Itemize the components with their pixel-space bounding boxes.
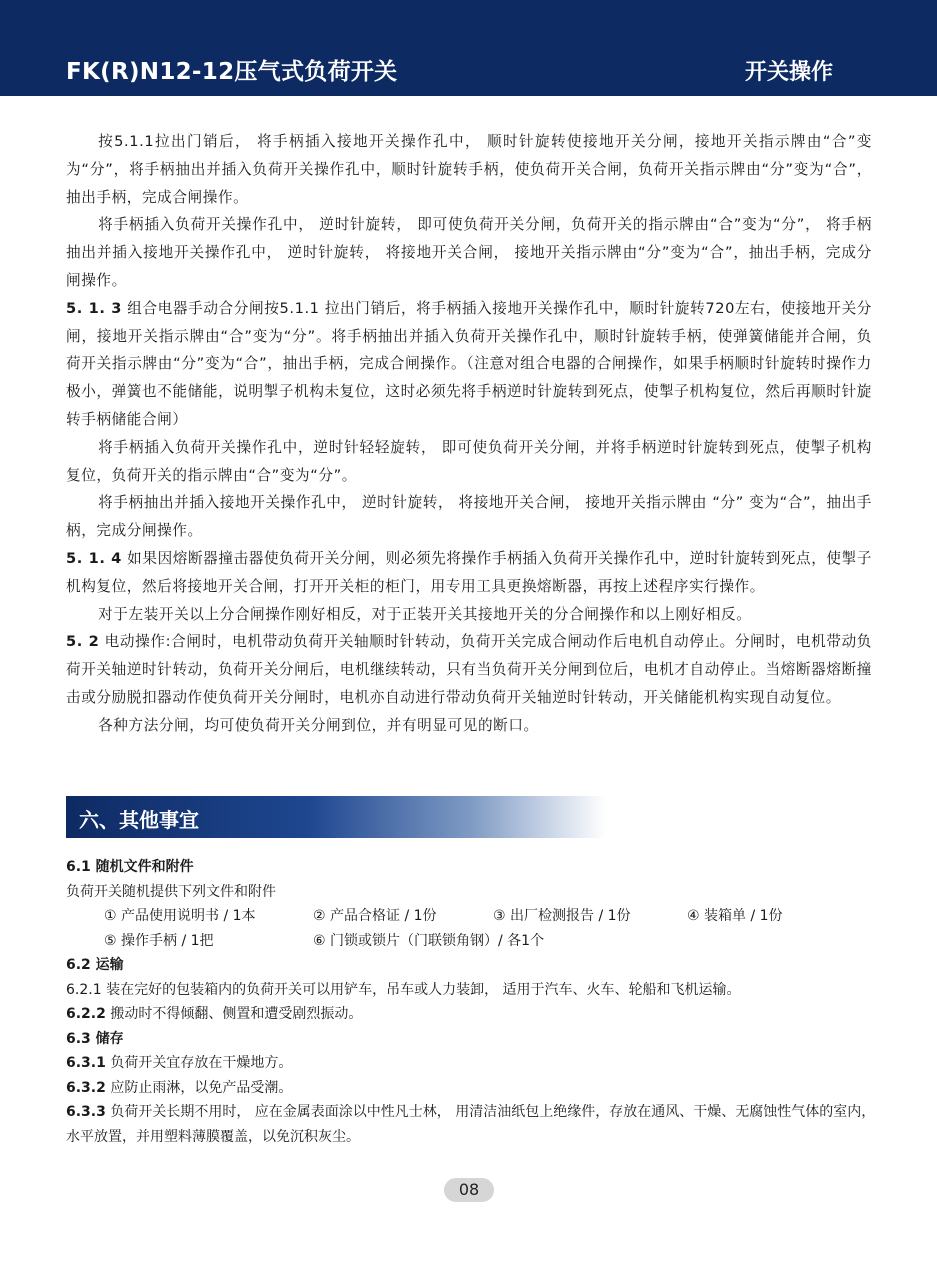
- document-title: FK(R)N12-12压气式负荷开关: [66, 59, 398, 85]
- list-item: ③ 出厂检测报告 / 1份: [493, 908, 631, 924]
- clause-number: 5. 1. 4: [66, 549, 122, 567]
- paragraph: 将手柄插入负荷开关操作孔中，逆时针轻轻旋转， 即可使负荷开关分闸，并将手柄逆时针旋转到死点，使掣子机构复位，负荷开关的指示牌由“合”变为“分”。: [66, 438, 872, 484]
- paragraph: 将手柄抽出并插入接地开关操作孔中， 逆时针旋转， 将接地开关合闸， 接地开关指示牌由 “分” 变为“合”，抽出手柄，完成分闸操作。: [66, 494, 872, 540]
- list-item: ② 产品合格证 / 1份: [313, 908, 437, 924]
- clause-number: 5. 1. 3: [66, 299, 122, 317]
- attachment-list: [66, 929, 886, 954]
- paragraph: 5. 1. 4 如果因熔断器撞击器使负荷开关分闸，则必须先将操作手柄插入负荷开关操作孔中，逆时针旋转到死点，使掣子机构复位，然后将接地开关合闸，打开开关柜的柜门，用专用工具更换熔断器，再按上述程序实行操作。: [66, 549, 872, 595]
- paragraph: 6.2.1 装在完好的包装箱内的负荷开关可以用铲车，吊车或人力装卸， 适用于汽车、火车、轮船和飞机运输。: [66, 981, 741, 998]
- paragraph: 6.3.3 负荷开关长期不用时， 应在金属表面涂以中性凡士林， 用清洁油纸包上绝缘件，存放在通风、干燥、无腐蚀性气体的室内，水平放置，并用塑料薄膜覆盖，以免沉积灰尘。: [66, 1104, 876, 1145]
- paragraph: 6.3.1 负荷开关宜存放在干燥地方。: [66, 1055, 293, 1071]
- paragraph: 各种方法分闸，均可使负荷开关分闸到位，并有明显可见的断口。: [98, 716, 539, 734]
- page-header: [0, 0, 937, 96]
- subheading: 6.3 储存: [66, 1030, 124, 1047]
- section-banner-title: 六、其他事宜: [79, 808, 199, 832]
- paragraph: 负荷开关随机提供下列文件和附件: [66, 883, 276, 900]
- list-item: ⑥ 门锁或锁片（门联锁角钢）/ 各1个: [313, 932, 545, 949]
- list-item: ④ 装箱单 / 1份: [687, 908, 783, 924]
- page-number: 08: [444, 1178, 494, 1202]
- list-item: ① 产品使用说明书 / 1本: [104, 908, 256, 924]
- attachment-list: [66, 904, 886, 929]
- paragraph: 5. 1. 3 组合电器手动合分闸按5.1.1 拉出门销后，将手柄插入接地开关操作孔中，顺时针旋转720左右，使接地开关分闸，接地开关指示牌由“合”变为“分”。将手柄抽出并插入负荷开关操作孔中，顺时针旋转手柄，使弹簧储能并合闸，负荷开关指示牌由“分”变为“合”，抽出手柄，完成合闸操作。（注意对组合电器的合闸操作，如果手柄顺时针旋转时操作力极小，弹簧也不能储能，说明掣子机构未复位，这时必须先将手柄逆时针旋转到死点，使掣子机构复位，然后再顺时针旋转手柄储能合闸）: [66, 299, 872, 428]
- paragraph: 6.3.2 应防止雨淋，以免产品受潮。: [66, 1079, 293, 1096]
- list-item: ⑤ 操作手柄 / 1把: [104, 932, 214, 949]
- paragraph: 按5.1.1拉出门销后， 将手柄插入接地开关操作孔中， 顺时针旋转使接地开关分闸，接地开关指示牌由“合”变为“分”，将手柄抽出并插入负荷开关操作孔中，顺时针旋转手柄，使负荷开关合闸，负荷开关指示牌由“分”变为“合”，抽出手柄，完成合闸操作。: [66, 133, 872, 206]
- subheading: 6.2 运输: [66, 957, 124, 973]
- clause-number: 5. 2: [66, 633, 100, 651]
- section-title: 开关操作: [744, 60, 833, 85]
- section-banner: [66, 796, 606, 838]
- other-matters: [66, 855, 886, 1149]
- paragraph: 将手柄插入负荷开关操作孔中， 逆时针旋转， 即可使负荷开关分闸，负荷开关的指示牌由“合”变为“分”， 将手柄抽出并插入接地开关操作孔中， 逆时针旋转， 将接地开关合闸， 接地开关指示牌由“分”变为“合”，抽出手柄，完成分闸操作。: [66, 216, 872, 289]
- subheading: 6.1 随机文件和附件: [66, 859, 194, 875]
- operation-text: [66, 128, 872, 740]
- paragraph: 对于左装开关以上分合闸操作刚好相反，对于正装开关其接地开关的分合闸操作和以上刚好相反。: [98, 605, 752, 623]
- paragraph: 5. 2 电动操作:合闸时，电机带动负荷开关轴顺时针转动，负荷开关完成合闸动作后电机自动停止。分闸时，电机带动负荷开关轴逆时针转动，负荷开关分闸后，电机继续转动，只有当负荷开关分闸到位后，电机才自动停止。当熔断器熔断撞击或分励脱扣器动作使负荷开关分闸时，电机亦自动进行带动负荷开关轴逆时针转动，开关储能机构实现自动复位。: [66, 633, 872, 706]
- paragraph: 6.2.2 搬动时不得倾翻、侧置和遭受剧烈振动。: [66, 1006, 363, 1022]
